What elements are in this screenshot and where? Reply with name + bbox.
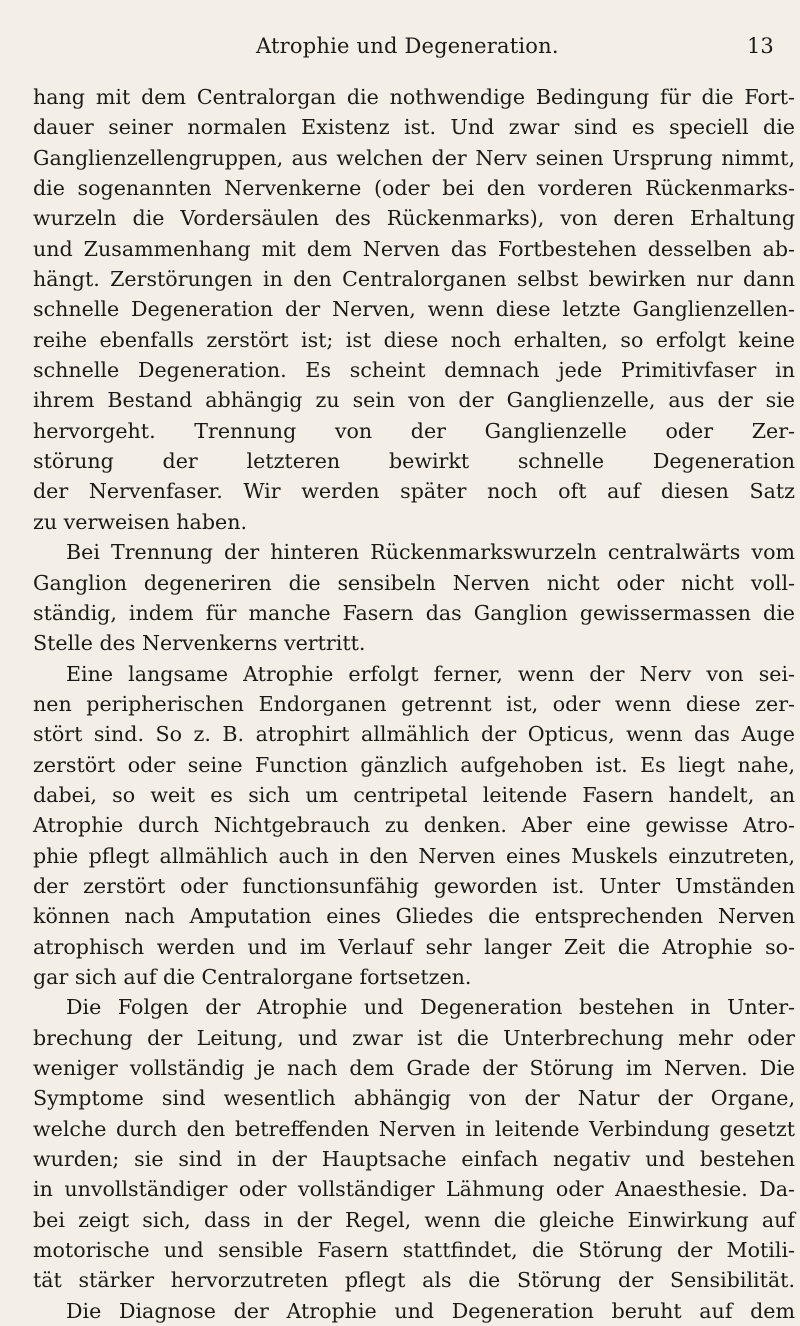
running-title: Atrophie und Degeneration. <box>256 34 559 58</box>
text-line: zu verweisen haben. <box>33 509 248 534</box>
text-line: brechung der Leitung, und zwar ist die Unterbrechung mehr oder <box>33 1025 795 1050</box>
text-line: hängt. Zerstörungen in den Centralorganen selbst bewirken nur dann <box>33 267 795 292</box>
text-line: schnelle Degeneration der Nerven, wenn diese letzte Ganglienzellen- <box>33 297 795 322</box>
text-line: wurden; sie sind in der Hauptsache einfach negativ und bestehen <box>33 1147 795 1172</box>
text-line: atrophisch werden und im Verlauf sehr langer Zeit die Atrophie so- <box>33 934 795 959</box>
text-line: Bei Trennung der hinteren Rückenmarkswurzeln centralwärts vom <box>66 540 795 565</box>
text-line: Ganglion degeneriren die sensibeln Nerven nicht oder nicht voll- <box>33 570 795 595</box>
text-line: ihrem Bestand abhängig zu sein von der Ganglienzelle, aus der sie <box>33 388 795 413</box>
text-line: Atrophie durch Nichtgebrauch zu denken. Aber eine gewisse Atro- <box>33 813 795 838</box>
page-header <box>0 34 800 64</box>
text-line: dauer seiner normalen Existenz ist. Und zwar sind es speciell die <box>33 115 795 140</box>
text-line: reihe ebenfalls zerstört ist; ist diese noch erhalten, so erfolgt keine <box>33 327 795 352</box>
text-line: die sogenannten Nervenkerne (oder bei den vorderen Rückenmarks- <box>33 176 795 201</box>
text-line: Die Diagnose der Atrophie und Degeneration beruht auf dem <box>66 1298 795 1323</box>
body-text <box>33 82 795 1326</box>
text-line: hervorgeht. Trennung von der Ganglienzelle oder Zer- <box>33 418 795 443</box>
text-line: und Zusammenhang mit dem Nerven das Fortbestehen desselben ab- <box>33 236 795 261</box>
text-line: schnelle Degeneration. Es scheint demnach jede Primitivfaser in <box>33 358 795 383</box>
text-line: Symptome sind wesentlich abhängig von der Natur der Organe, <box>33 1086 795 1111</box>
text-line: der zerstört oder functionsunfähig geworden ist. Unter Umständen <box>33 873 795 898</box>
text-line: weniger vollständig je nach dem Grade der Störung im Nerven. Die <box>33 1056 795 1080</box>
text-line: bei zeigt sich, dass in der Regel, wenn die gleiche Einwirkung auf <box>33 1207 795 1232</box>
text-line: welche durch den betreffenden Nerven in leitende Verbindung gesetzt <box>33 1116 795 1141</box>
text-line: stört sind. So z. B. atrophirt allmählich der Opticus, wenn das Auge <box>33 722 795 747</box>
text-line: störung der letzteren bewirkt schnelle Degeneration <box>33 449 795 474</box>
text-line: Die Folgen der Atrophie und Degeneration bestehen in Unter- <box>66 995 795 1020</box>
text-line: wurzeln die Vordersäulen des Rückenmarks), von deren Erhaltung <box>33 206 795 231</box>
text-line: Ganglienzellengruppen, aus welchen der Nerv seinen Ursprung nimmt, <box>33 145 795 170</box>
text-line: dabei, so weit es sich um centripetal leitende Fasern handelt, an <box>33 782 795 807</box>
text-line: Stelle des Nervenkerns vertritt. <box>33 631 366 656</box>
text-line: nen peripherischen Endorganen getrennt ist, oder wenn diese zer- <box>33 691 795 716</box>
text-line: hang mit dem Centralorgan die nothwendige Bedingung für die Fort- <box>33 85 795 109</box>
text-line: motorische und sensible Fasern stattfindet, die Störung der Motili- <box>33 1238 795 1263</box>
text-line: Eine langsame Atrophie erfolgt ferner, wenn der Nerv von sei- <box>66 661 795 686</box>
text-line: ständig, indem für manche Fasern das Ganglion gewissermassen die <box>33 600 795 625</box>
text-line: können nach Amputation eines Gliedes die entsprechenden Nerven <box>33 904 795 929</box>
text-line: phie pflegt allmählich auch in den Nerven eines Muskels einzutreten, <box>33 843 795 868</box>
text-line: der Nervenfaser. Wir werden später noch oft auf diesen Satz <box>33 479 795 504</box>
page-number: 13 <box>747 34 774 58</box>
text-line: in unvollständiger oder vollständiger Lähmung oder Anaesthesie. Da- <box>33 1177 795 1202</box>
text-line: tät stärker hervorzutreten pflegt als die Störung der Sensibilität. <box>33 1268 795 1293</box>
text-line: gar sich auf die Centralorgane fortsetzen. <box>33 964 472 989</box>
text-line: zerstört oder seine Function gänzlich aufgehoben ist. Es liegt nahe, <box>33 752 795 777</box>
